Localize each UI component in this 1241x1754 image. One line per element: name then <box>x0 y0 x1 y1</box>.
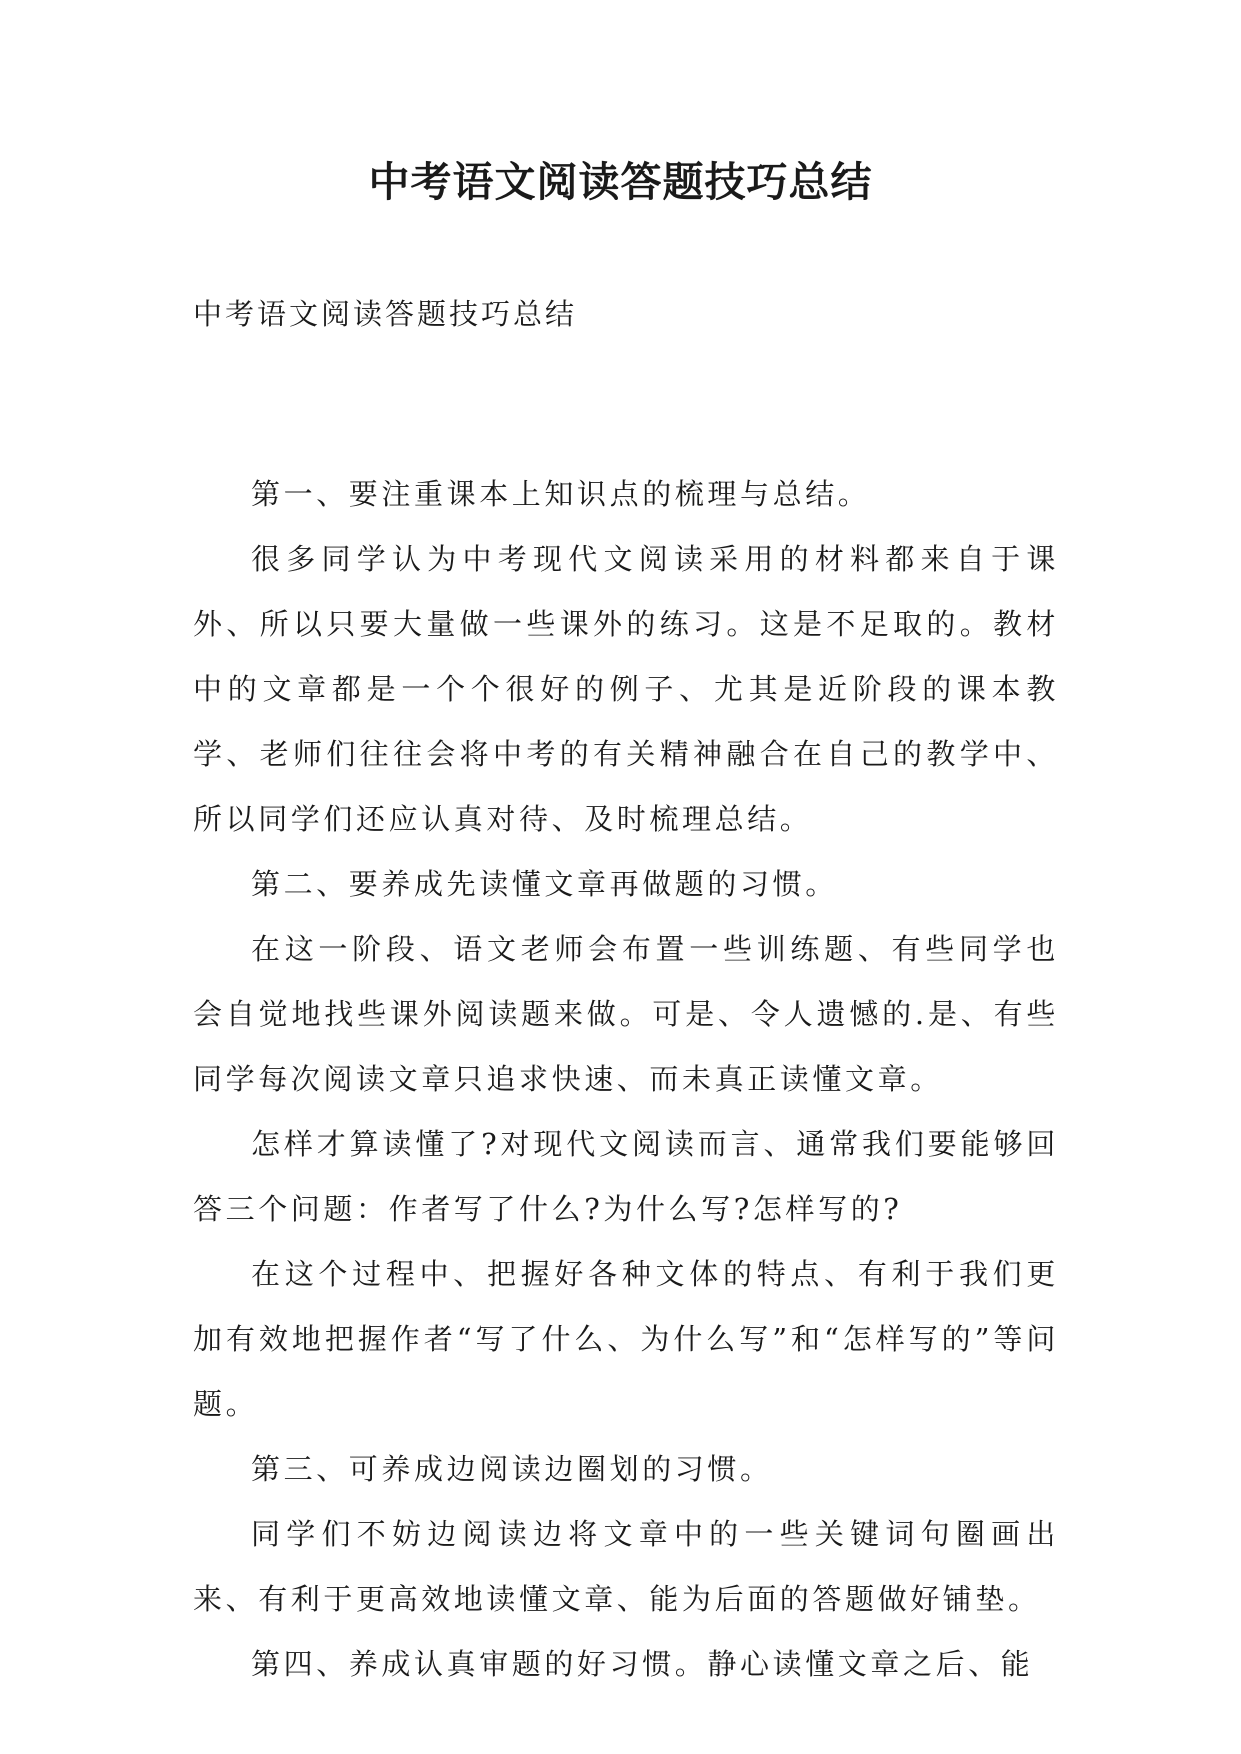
document-body <box>193 462 1059 1697</box>
paragraph: 第三、可养成边阅读边圈划的习惯。 <box>251 1452 773 1486</box>
paragraph: 怎样才算读懂了?对现代文阅读而言、通常我们要能够回答三个问题：作者写了什么?为什么写?怎样写的? <box>193 1127 1059 1226</box>
paragraph: 同学们不妨边阅读边将文章中的一些关键词句圈画出来、有利于更高效地读懂文章、能为后面的答题做好铺垫。 <box>193 1517 1059 1616</box>
paragraph: 在这个过程中、把握好各种文体的特点、有利于我们更加有效地把握作者“写了什么、为什么写”和“怎样写的”等问题。 <box>193 1257 1059 1421</box>
paragraph: 第一、要注重课本上知识点的梳理与总结。 <box>251 477 871 511</box>
paragraph: 在这一阶段、语文老师会布置一些训练题、有些同学也会自觉地找些课外阅读题来做。可是、令人遗憾的.是、有些同学每次阅读文章只追求快速、而未真正读懂文章。 <box>193 932 1059 1096</box>
page-title: 中考语文阅读答题技巧总结 <box>368 158 873 206</box>
paragraph: 第四、养成认真审题的好习惯。静心读懂文章之后、能 <box>251 1647 1034 1681</box>
document-subtitle: 中考语文阅读答题技巧总结 <box>193 297 578 331</box>
paragraph: 第二、要养成先读懂文章再做题的习惯。 <box>251 867 838 901</box>
paragraph: 很多同学认为中考现代文阅读采用的材料都来自于课外、所以只要大量做一些课外的练习。这是不足取的。教材中的文章都是一个个很好的例子、尤其是近阶段的课本教学、老师们往往会将中考的有关精神融合在自己的教学中、所以同学们还应认真对待、及时梳理总结。 <box>193 542 1059 836</box>
